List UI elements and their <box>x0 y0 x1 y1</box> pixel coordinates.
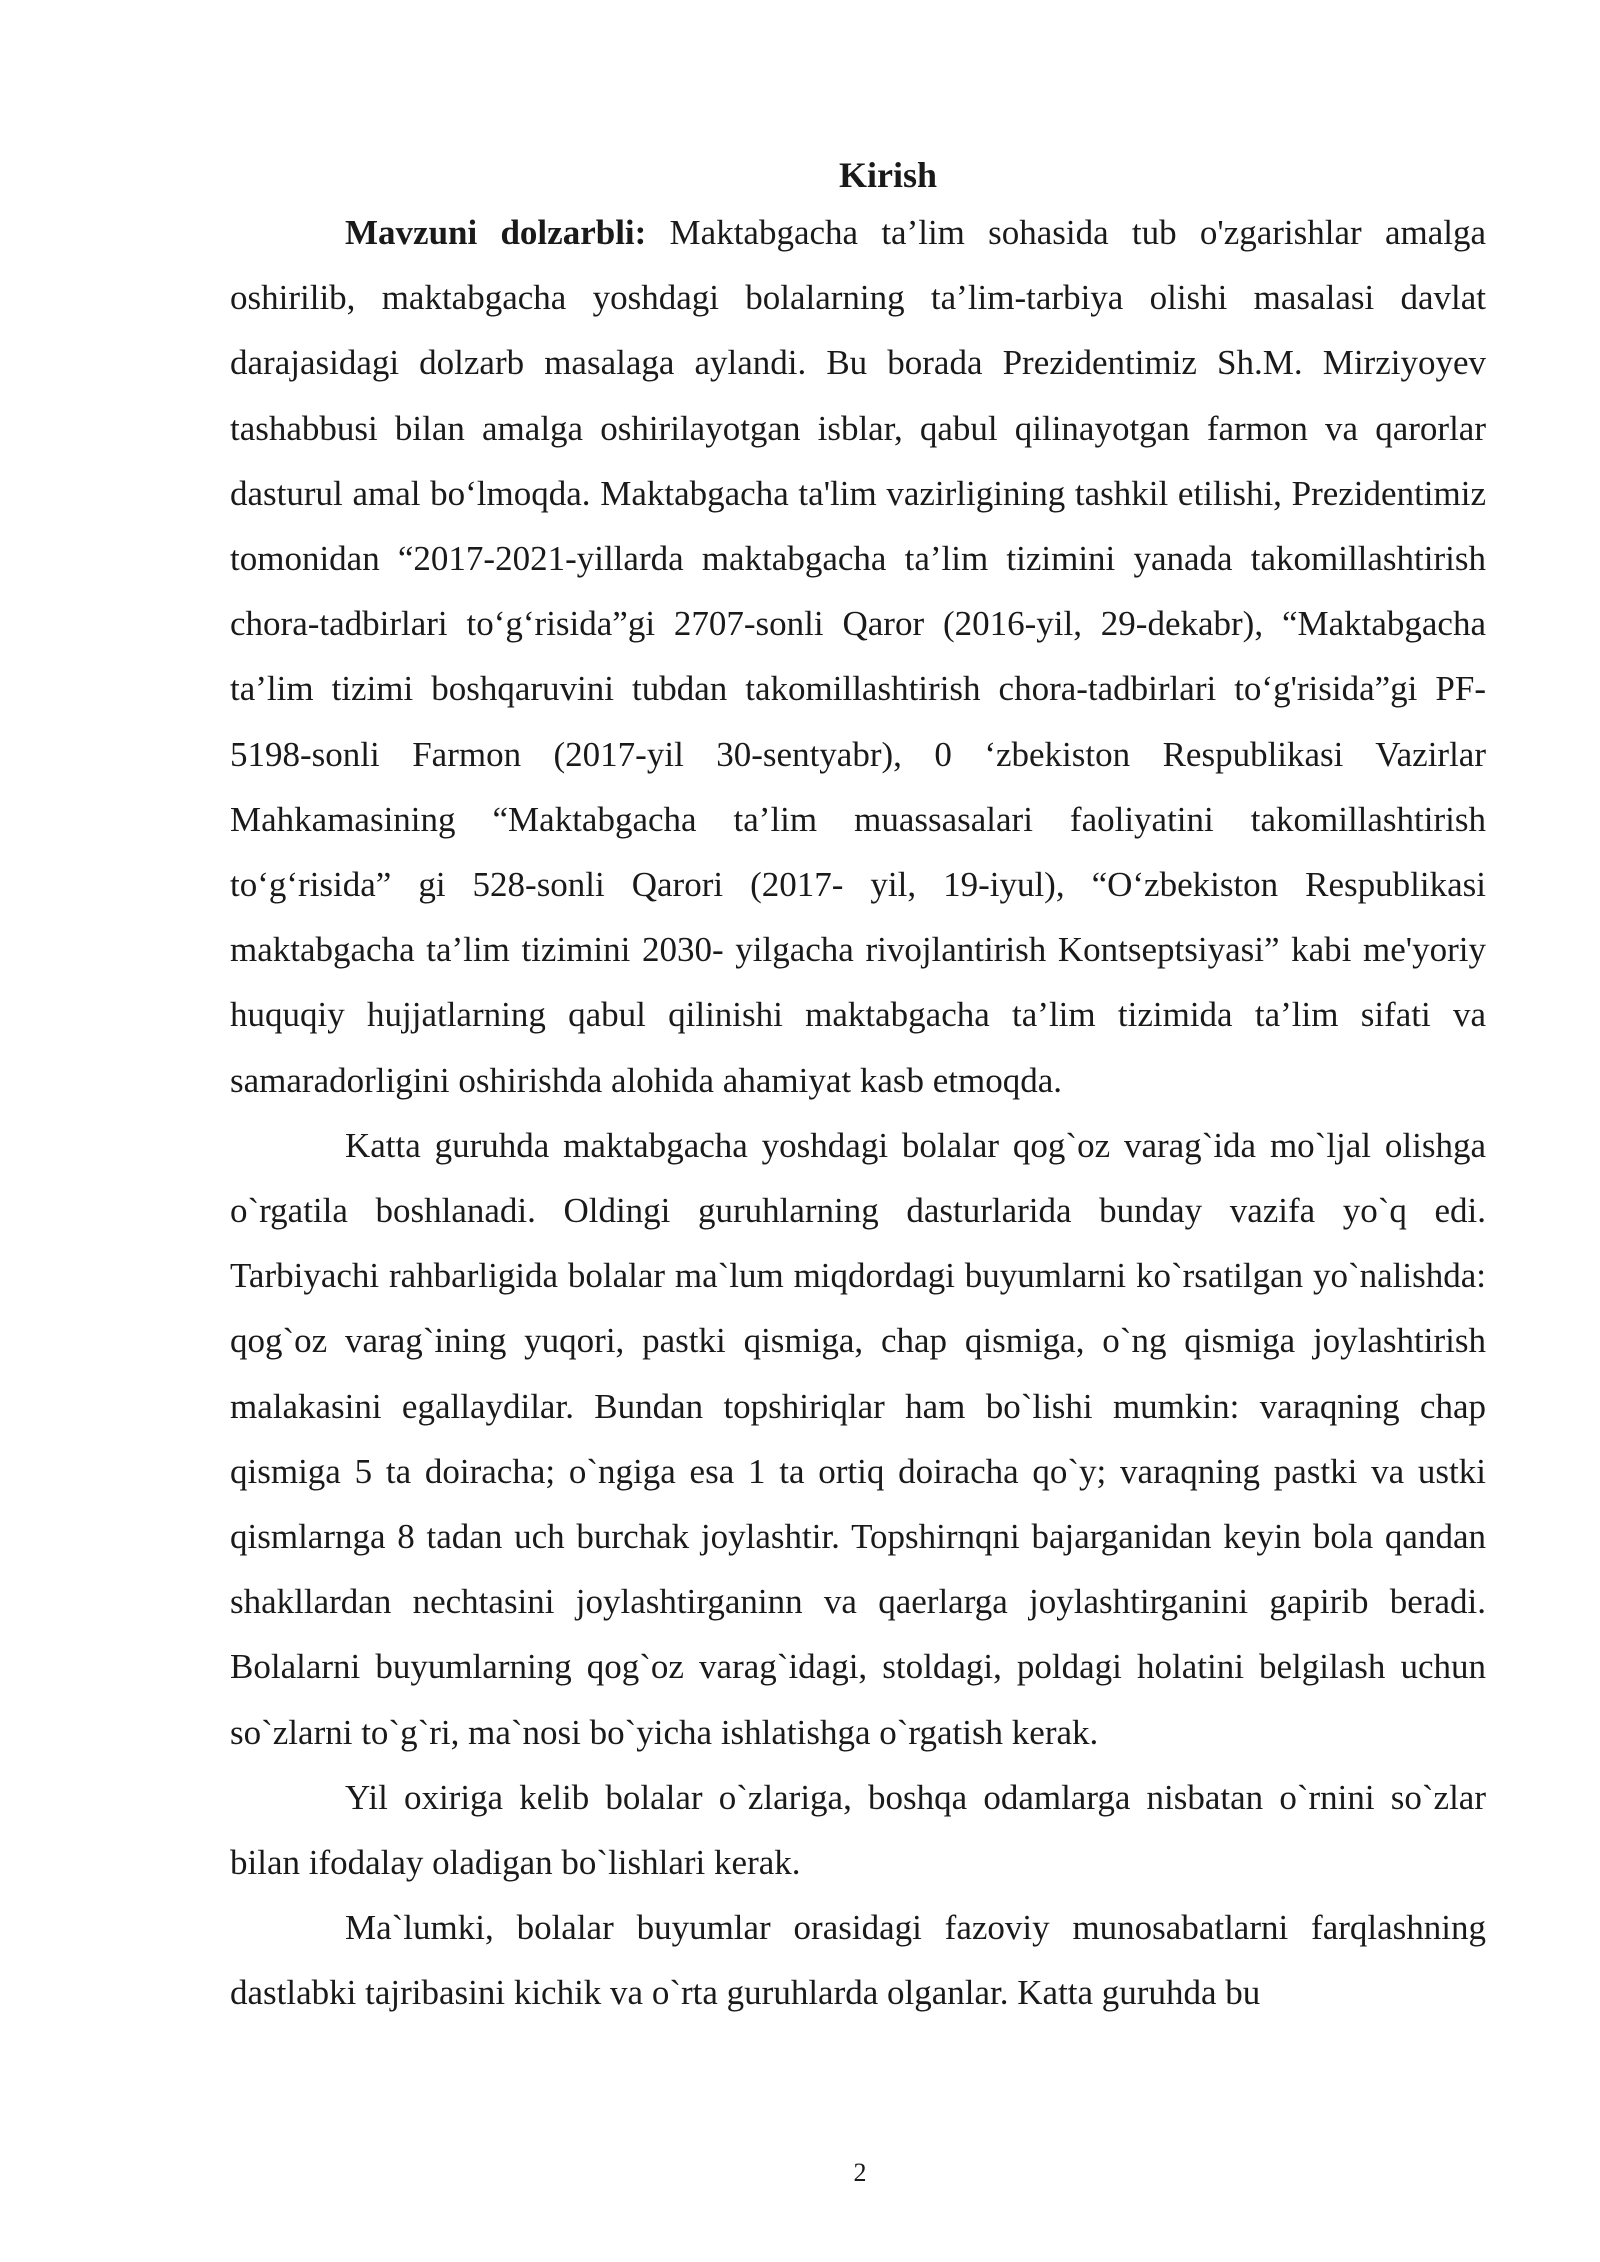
paragraph-3: Yil oxiriga kelib bolalar o`zlariga, boshqa odamlarga nisbatan o`rnini so`zlar bilan ifodalay oladigan bo`lishlari kerak. <box>230 1777 1486 1883</box>
page-title: Kirish <box>838 155 937 195</box>
page-number: 2 <box>853 2158 867 2187</box>
document-page <box>230 150 1486 2026</box>
intro-lead: Mavzuni dolzarbli: <box>345 213 647 252</box>
paragraph-2: Katta guruhda maktabgacha yoshdagi bolalar qog`oz varag`ida mo`ljal olishga o`rgatila boshlanadi. Oldingi guruhlarning dasturlarida bunday vazifa yo`q edi. Tarbiyachi rahbarligida bolalar ma`lum miqdordagi buyumlarni ko`rsatilgan yo`nalishda: qog`oz varag`ining yuqori, pastki qismiga, chap qismiga, o`ng qismiga joylashtirish malakasini egallaydilar. Bundan topshiriqlar ham bo`lishi mumkin: varaqning chap qismiga 5 ta doiracha; o`ngiga esa 1 ta ortiq doiracha qo`y; varaqning pastki va ustki qismlarnga 8 tadan uch burchak joylashtir. Topshirnqni bajarganidan keyin bola qandan shakllardan nechtasini joylashtirganinn va qaerlarga joylashtirganini gapirib beradi. Bolalarni buyumlarning qog`oz varag`idagi, stoldagi, poldagi holatini belgilash uchun so`zlarni to`g`ri, ma`nosi bo`yicha ishlatishga o`rgatish kerak. <box>230 1125 1486 1752</box>
intro-paragraph <box>230 200 1486 1113</box>
intro-text: Maktabgacha ta’lim sohasida tub o'zgarishlar amalga oshirilib, maktabgacha yoshdagi bolalarning ta’lim-tarbiya olishi masalasi davlat darajasidagi dolzarb masalaga aylandi. Bu borada Prezidentimiz Sh.M. Mirziyoyev tashabbusi bilan amalga oshirilayotgan isblar, qabul qilinayotgan farmon va qarorlar dasturul amal bo‘lmoqda. Maktabgacha ta'lim vazirligining tashkil etilishi, Prezidentimiz tomonidan “2017-2021-yillarda maktabgacha ta’lim tizimini yanada takomillashtirish chora-tadbirlari to‘g‘risida”gi 2707-sonli Qaror (2016-yil, 29-dekabr), “Maktabgacha ta’lim tizimi boshqaruvini tubdan takomillashtirish chora-tadbirlari to‘g'risida”gi PF-5198-sonli Farmon (2017-yil 30-sentyabr), 0 ‘zbekiston Respublikasi Vazirlar Mahkamasining “Maktabgacha ta’lim muassasalari faoliyatini takomillashtirish to‘g‘risida” gi 528-sonli Qarori (2017- yil, 19-iyul), “O‘zbekiston Respublikasi maktabgacha ta’lim tizimini 2030- yilgacha rivojlantirish Kontseptsiyasi” kabi me'yoriy huquqiy hujjatlarning qabul qilinishi maktabgacha ta’lim tizimida ta’lim sifati va samaradorligini oshirishda alohida ahamiyat kasb etmoqda. <box>230 213 1486 1100</box>
paragraph-4: Ma`lumki, bolalar buyumlar orasidagi fazoviy munosabatlarni farqlashning dastlabki tajribasini kichik va o`rta guruhlarda olganlar. Katta guruhda bu <box>230 1908 1486 2013</box>
